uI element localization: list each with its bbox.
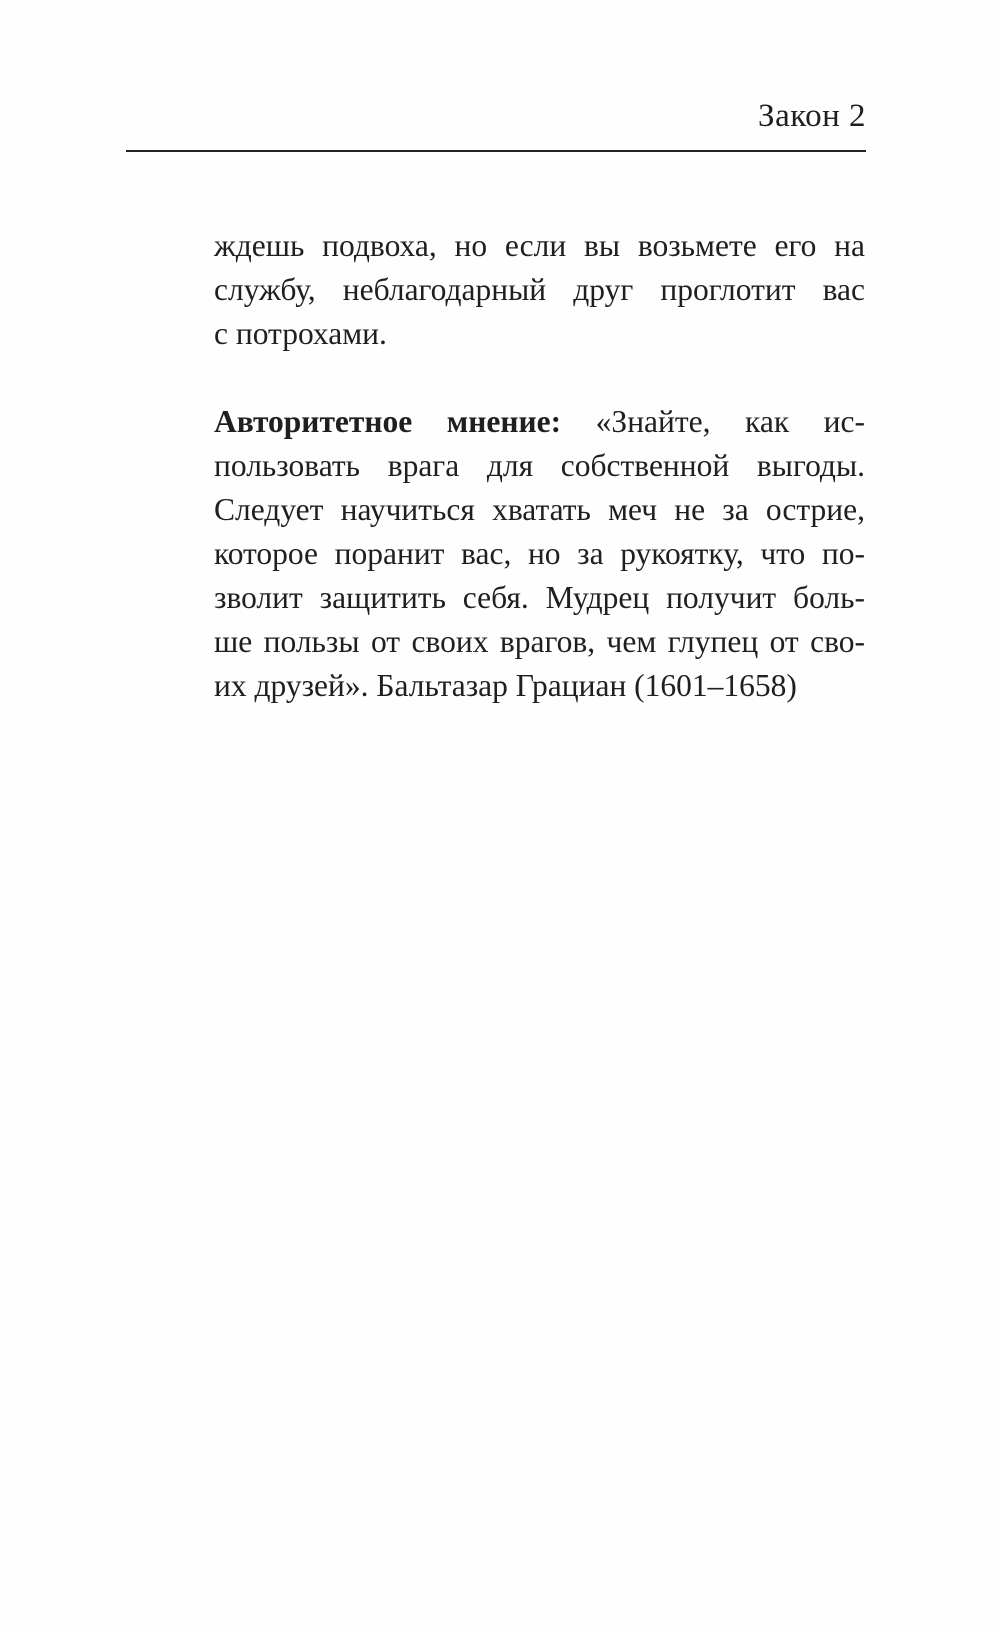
authority-label: Авторитетное мнение: [214,404,562,439]
text-line: службу, неблагодарный друг проглотит вас [214,272,865,307]
quote-start: «Знайте, как ис- [595,404,866,439]
running-head-title: Закон 2 [758,98,866,134]
text-line [214,400,865,444]
text-line: ше пользы от своих врагов, чем глупец от сво- [214,624,865,659]
header-rule [126,150,866,152]
text-line: ждешь подвоха, но если вы возьмете его на [214,228,865,263]
paragraph-authority-quote [214,400,865,708]
text-line: пользовать врага для собственной выгоды. [214,448,865,483]
text-line: которое поранит вас, но за рукоятку, что по- [214,536,865,571]
paragraph-continuation [214,224,865,356]
text-line: с потрохами. [214,316,387,351]
text-line: Следует научиться хватать меч не за острие, [214,492,865,527]
text-line: зволит защитить себя. Мудрец получит боль- [214,580,865,615]
body-text [214,224,865,708]
text-line: их друзей». Бальтазар Грациан (1601–1658) [214,668,797,703]
running-head [126,96,866,156]
